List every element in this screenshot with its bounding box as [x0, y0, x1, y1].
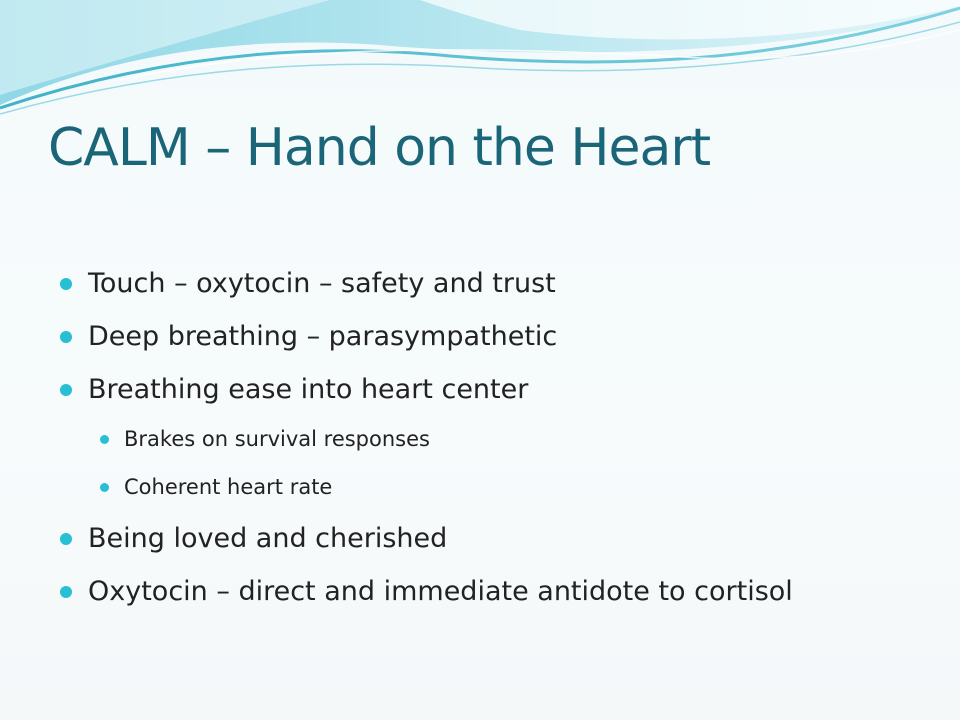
bullet-item — [60, 370, 940, 423]
bullet-text: Deep breathing – parasympathetic — [88, 321, 558, 352]
sub-bullet-item — [98, 423, 940, 471]
bullet-dot-icon — [60, 331, 72, 343]
bullet-dot-icon — [100, 483, 109, 492]
bullet-dot-icon — [60, 384, 72, 396]
bullet-item — [60, 519, 940, 572]
bullet-text: Being loved and cherished — [88, 523, 448, 554]
bullet-dot-icon — [60, 278, 72, 290]
bullet-dot-icon — [60, 586, 72, 598]
slide-title: CALM – Hand on the Heart — [48, 118, 711, 178]
bullet-dot-icon — [100, 435, 109, 444]
bullet-text: Breathing ease into heart center — [88, 374, 529, 405]
sub-bullet-text: Coherent heart rate — [124, 475, 333, 499]
header-wave-decoration — [0, 0, 960, 130]
bullet-list — [60, 264, 940, 625]
bullet-dot-icon — [60, 533, 72, 545]
bullet-item — [60, 572, 940, 625]
bullet-text: Touch – oxytocin – safety and trust — [88, 268, 556, 299]
sub-bullet-text: Brakes on survival responses — [124, 427, 430, 451]
bullet-text: Oxytocin – direct and immediate antidote to cortisol — [88, 576, 793, 607]
bullet-item — [60, 264, 940, 317]
bullet-item — [60, 317, 940, 370]
sub-bullet-item — [98, 471, 940, 519]
